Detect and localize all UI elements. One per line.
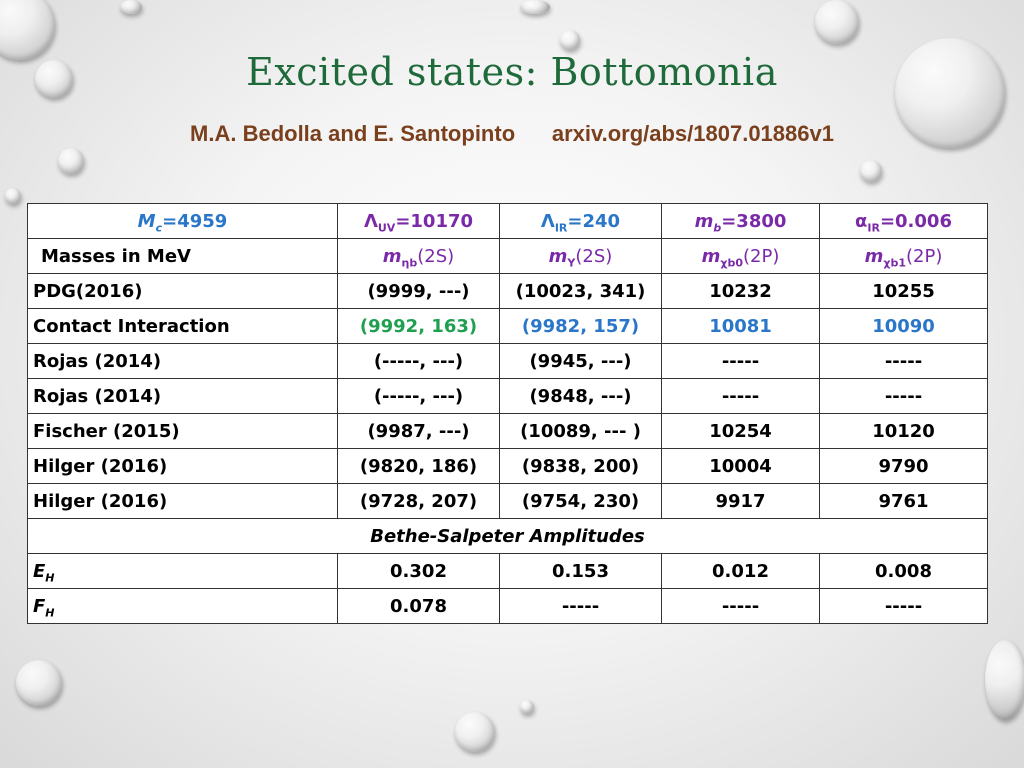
cell: (9838, 200) [500, 449, 662, 484]
slide-title: Excited states: Bottomonia [246, 50, 778, 94]
cell: ----- [500, 589, 662, 624]
row-label: Hilger (2016) [28, 484, 338, 519]
water-drop [455, 712, 495, 752]
cell: 0.153 [500, 554, 662, 589]
cell: (9999, ---) [338, 274, 500, 309]
header-row [28, 239, 988, 274]
row-label: Fischer (2015) [28, 414, 338, 449]
cell: 9917 [662, 484, 820, 519]
table-row [28, 274, 988, 309]
table-row [28, 309, 988, 344]
cell: ----- [820, 589, 988, 624]
param-lambda-ir: $\Lambda_{IR}=240$ [500, 204, 662, 239]
cell: (10023, 341) [500, 274, 662, 309]
cell: 9790 [820, 449, 988, 484]
section-heading-row [28, 519, 988, 554]
cell: 10232 [662, 274, 820, 309]
cell: 0.078 [338, 589, 500, 624]
table-row [28, 449, 988, 484]
parameters-row [28, 204, 988, 239]
cell: ----- [662, 379, 820, 414]
param-mc: $M_c=4959$ [28, 204, 338, 239]
cell: 10254 [662, 414, 820, 449]
cell: (9945, ---) [500, 344, 662, 379]
table-row [28, 414, 988, 449]
water-drop [815, 0, 859, 44]
table-row [28, 484, 988, 519]
water-drop [985, 640, 1024, 720]
row-label-eh: $E_H$ [28, 554, 338, 589]
table-row [28, 554, 988, 589]
col-header-upsilon: $m_\Upsilon(2S)$ [500, 239, 662, 274]
cell: (9848, ---) [500, 379, 662, 414]
cell: ----- [662, 344, 820, 379]
cell: (9992, 163) [338, 309, 500, 344]
row-label: Rojas (2014) [28, 379, 338, 414]
row-label: PDG(2016) [28, 274, 338, 309]
subtitle [0, 121, 1024, 147]
cell: 0.302 [338, 554, 500, 589]
row-label: Rojas (2014) [28, 344, 338, 379]
cell: (9987, ---) [338, 414, 500, 449]
cell: (-----, ---) [338, 379, 500, 414]
cell: 10090 [820, 309, 988, 344]
param-mb: $m_b=3800$ [662, 204, 820, 239]
arxiv-reference: arxiv.org/abs/1807.01886v1 [551, 121, 834, 146]
cell: (-----, ---) [338, 344, 500, 379]
water-drop [560, 30, 580, 50]
cell: ----- [662, 589, 820, 624]
water-drop [120, 0, 142, 14]
water-drop [860, 160, 882, 182]
cell: 9761 [820, 484, 988, 519]
table-row [28, 589, 988, 624]
cell: ----- [820, 344, 988, 379]
param-alpha-ir: $\alpha_{IR}=0.006$ [820, 204, 988, 239]
cell: (9754, 230) [500, 484, 662, 519]
cell: (9982, 157) [500, 309, 662, 344]
row-label: Contact Interaction [28, 309, 338, 344]
cell: 10004 [662, 449, 820, 484]
row-label: Hilger (2016) [28, 449, 338, 484]
param-lambda-uv: $\Lambda_{UV}=10170$ [338, 204, 500, 239]
masses-label: Masses in MeV [28, 239, 338, 274]
cell: (9728, 207) [338, 484, 500, 519]
col-header-chi-b1: $m_{\chi b1}(2P)$ [820, 239, 988, 274]
water-drop [520, 0, 550, 14]
cell: 0.008 [820, 554, 988, 589]
authors: M.A. Bedolla and E. Santopinto [190, 121, 516, 146]
bsa-heading: Bethe-Salpeter Amplitudes [28, 519, 988, 554]
cell: 10255 [820, 274, 988, 309]
cell: 10081 [662, 309, 820, 344]
water-drop [16, 660, 62, 706]
table-row [28, 344, 988, 379]
cell: 0.012 [662, 554, 820, 589]
row-label-fh: $F_H$ [28, 589, 338, 624]
cell: 10120 [820, 414, 988, 449]
water-drop [58, 148, 84, 174]
col-header-eta-b: $m_{\eta b}(2S)$ [338, 239, 500, 274]
water-drop [5, 188, 21, 204]
table-row [28, 379, 988, 414]
cell: (10089, --- ) [500, 414, 662, 449]
cell: ----- [820, 379, 988, 414]
results-table [27, 203, 988, 624]
cell: (9820, 186) [338, 449, 500, 484]
col-header-chi-b0: $m_{\chi b0}(2P)$ [662, 239, 820, 274]
water-drop [520, 700, 534, 714]
